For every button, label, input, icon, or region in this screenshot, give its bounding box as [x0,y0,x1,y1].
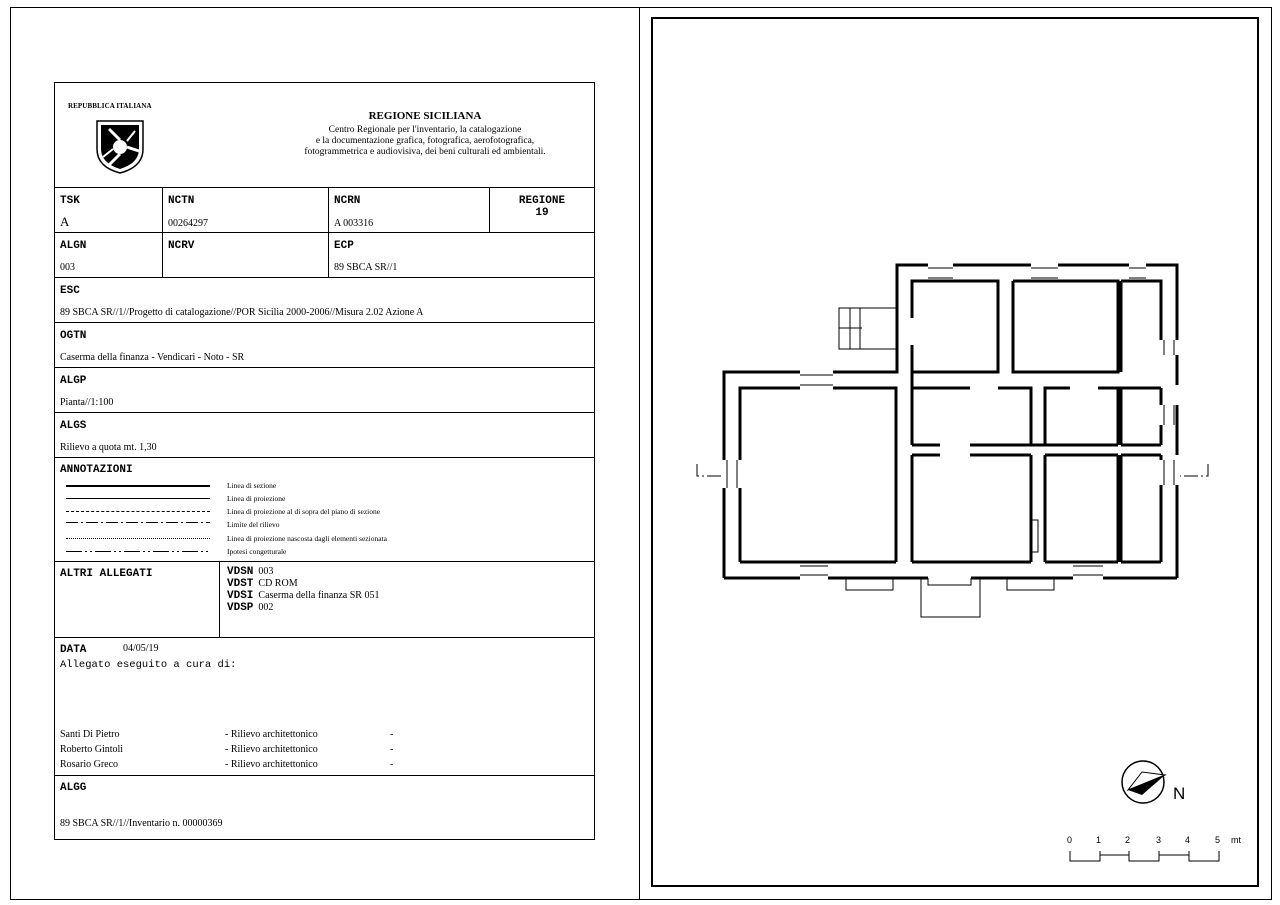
ogtn-value: Caserma della finanza - Vendicari - Noto - SR [60,352,245,363]
legend-text-proiezione-sopra: Linea di proiezione al di sopra del piano di sezione [227,507,381,516]
legend-text-sezione: Linea di sezione [227,481,277,490]
row-esc: ESC 89 SBCA SR//1//Progetto di catalogazione//POR Sicilia 2000-2006//Misura 2.02 Azione A [55,278,594,323]
row-allegati: ALTRI ALLEGATI VDSN 003 VDST CD ROM VDSI Caserma della finanza SR 051 VDSP 002 [55,562,594,638]
row-algs: ALGS Rilievo a quota mt. 1,30 [55,413,594,458]
row-algp: ALGP Pianta//1:100 [55,368,594,413]
algn-value: 003 [60,262,75,273]
row-annotazioni: ANNOTAZIONI Linea di sezione Linea di proiezione Linea di proiezione al di sopra del piano di sezione Limite del rilievo Linea di proiezione nascosta dagli elementi sezionata Ipotesi congetturale [55,458,594,562]
person-row: Roberto Gintoli - Rilievo architettonico - [60,744,394,755]
legend-text-proiezione: Linea di proiezione [227,494,286,503]
legend-text-limite: Limite del rilievo [227,520,280,529]
person-row: Santi Di Pietro - Rilievo architettonico - [60,729,394,740]
row-algg: ALGG 89 SBCA SR//1//Inventario n. 00000369 [60,782,223,829]
algp-value: Pianta//1:100 [60,397,114,408]
allegati-list: VDSN 003 VDST CD ROM VDSI Caserma della finanza SR 051 VDSP 002 [219,562,594,637]
tsk-value: A [60,214,70,229]
republic-label: REPUBBLICA ITALIANA [68,102,152,110]
algs-value: Rilievo a quota mt. 1,30 [60,442,157,453]
esc-value: 89 SBCA SR//1//Progetto di catalogazione//POR Sicilia 2000-2006//Misura 2.02 Azione A [60,307,424,318]
cell-nctn: NCTN 00264297 [162,188,328,232]
person-row: Rosario Greco - Rilievo architettonico - [60,759,394,770]
legend-text-ipotesi: Ipotesi congetturale [227,547,287,556]
legend-text-nascosta: Linea di proiezione nascosta dagli elementi sezionata [227,534,387,543]
row-algn: ALGN 003 NCRV ECP 89 SBCA SR//1 [55,233,594,278]
cura-label: Allegato eseguito a cura di: [60,659,237,671]
north-label: N [1173,784,1186,803]
row-data: DATA 04/05/19 Allegato eseguito a cura di: Santi Di Pietro - Rilievo architettonico - Roberto Gintoli - Rilievo architettonico - Rosario Greco - Rilievo architettonico - [55,638,594,776]
ncrn-value: A 003316 [334,218,374,229]
scale-bar: 0 1 2 3 4 5 mt [1063,835,1253,865]
ecp-value: 89 SBCA SR//1 [334,262,398,273]
regione-value: 19 [535,207,549,219]
cell-tsk: TSK A [60,195,80,229]
nctn-value: 00264297 [168,218,208,229]
cell-regione: REGIONE 19 [489,188,594,232]
algg-value: 89 SBCA SR//1//Inventario n. 00000369 [60,818,223,829]
row-ogtn: OGTN Caserma della finanza - Vendicari - Noto - SR [55,323,594,368]
data-date: 04/05/19 [123,643,159,654]
region-subtitle: Centro Regionale per l'inventario, la catalogazione e la documentazione grafica, fotografica, aerofotografica, fotogrammetrica e audiovisiva, dei beni culturali ed ambientali. [304,125,546,157]
region-title: REGIONE SICILIANA [368,110,482,122]
cell-ncrn: NCRN A 003316 [328,188,489,232]
north-arrow-icon [1120,760,1170,810]
